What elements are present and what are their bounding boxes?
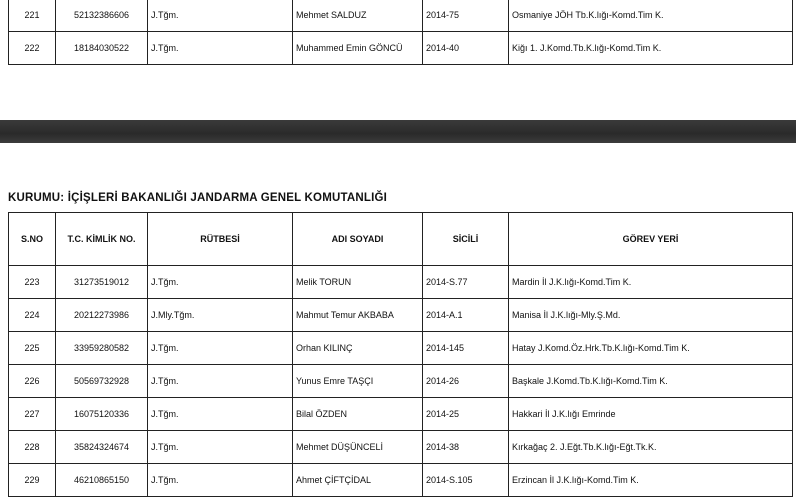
cell-sno: 222 [9,32,56,65]
cell-tc: 18184030522 [56,32,148,65]
cell-rank: J.Tğm. [148,0,293,32]
cell-registry: 2014-40 [423,32,509,65]
cell-name: Yunus Emre TAŞÇI [293,365,423,398]
cell-rank: J.Tğm. [148,266,293,299]
cell-duty: Osmaniye JÖH Tb.K.lığı-Komd.Tim K. [509,0,793,32]
previous-page-table-body [9,0,793,65]
cell-sno: 226 [9,365,56,398]
cell-sno: 229 [9,464,56,497]
header-duty: GÖREV YERİ [509,213,793,266]
table-row [9,0,793,32]
cell-rank: J.Tğm. [148,332,293,365]
cell-duty: Erzincan İl J.K.lığı-Komd.Tim K. [509,464,793,497]
table-row [9,365,793,398]
previous-page-table [8,0,793,65]
cell-tc: 16075120336 [56,398,148,431]
cell-name: Mehmet DÜŞÜNCELİ [293,431,423,464]
cell-registry: 2014-A.1 [423,299,509,332]
cell-tc: 46210865150 [56,464,148,497]
cell-tc: 35824324674 [56,431,148,464]
cell-duty: Kırkağaç 2. J.Eğt.Tb.K.lığı-Eğt.Tk.K. [509,431,793,464]
cell-name: Mehmet SALDUZ [293,0,423,32]
cell-tc: 50569732928 [56,365,148,398]
header-name: ADI SOYADI [293,213,423,266]
cell-tc: 31273519012 [56,266,148,299]
cell-tc: 52132386606 [56,0,148,32]
cell-registry: 2014-38 [423,431,509,464]
cell-registry: 2014-S.77 [423,266,509,299]
cell-tc: 33959280582 [56,332,148,365]
cell-name: Ahmet ÇİFTÇİDAL [293,464,423,497]
table-row [9,299,793,332]
cell-rank: J.Tğm. [148,398,293,431]
cell-name: Bilal ÖZDEN [293,398,423,431]
cell-name: Muhammed Emin GÖNCÜ [293,32,423,65]
personnel-table-header [9,213,793,266]
cell-duty: Kiğı 1. J.Komd.Tb.K.lığı-Komd.Tim K. [509,32,793,65]
cell-sno: 223 [9,266,56,299]
agency-title: KURUMU: İÇİŞLERİ BAKANLIĞI JANDARMA GENEL KOMUTANLIĞI [8,192,388,204]
cell-name: Mahmut Temur AKBABA [293,299,423,332]
cell-duty: Hakkari İl J.K.lığı Emrinde [509,398,793,431]
cell-sno: 221 [9,0,56,32]
table-row [9,431,793,464]
table-row [9,332,793,365]
cell-registry: 2014-26 [423,365,509,398]
page-divider [0,120,796,143]
cell-rank: J.Tğm. [148,431,293,464]
cell-sno: 225 [9,332,56,365]
table-row [9,32,793,65]
personnel-table [8,212,793,497]
cell-rank: J.Mly.Tğm. [148,299,293,332]
cell-duty: Başkale J.Komd.Tb.K.lığı-Komd.Tim K. [509,365,793,398]
cell-name: Orhan KILINÇ [293,332,423,365]
cell-rank: J.Tğm. [148,365,293,398]
cell-registry: 2014-S.105 [423,464,509,497]
cell-sno: 228 [9,431,56,464]
table-row [9,464,793,497]
cell-registry: 2014-75 [423,0,509,32]
table-row [9,266,793,299]
header-rank: RÜTBESİ [148,213,293,266]
header-tc: T.C. KİMLİK NO. [56,213,148,266]
cell-sno: 224 [9,299,56,332]
cell-sno: 227 [9,398,56,431]
cell-duty: Manisa İl J.K.lığı-Mly.Ş.Md. [509,299,793,332]
cell-name: Melik TORUN [293,266,423,299]
cell-registry: 2014-145 [423,332,509,365]
cell-rank: J.Tğm. [148,464,293,497]
header-sno: S.NO [9,213,56,266]
header-registry: SİCİLİ [423,213,509,266]
cell-rank: J.Tğm. [148,32,293,65]
cell-duty: Mardin İl J.K.lığı-Komd.Tim K. [509,266,793,299]
personnel-table-body [9,266,793,497]
cell-duty: Hatay J.Komd.Öz.Hrk.Tb.K.lığı-Komd.Tim K. [509,332,793,365]
cell-tc: 20212273986 [56,299,148,332]
table-row [9,398,793,431]
cell-registry: 2014-25 [423,398,509,431]
